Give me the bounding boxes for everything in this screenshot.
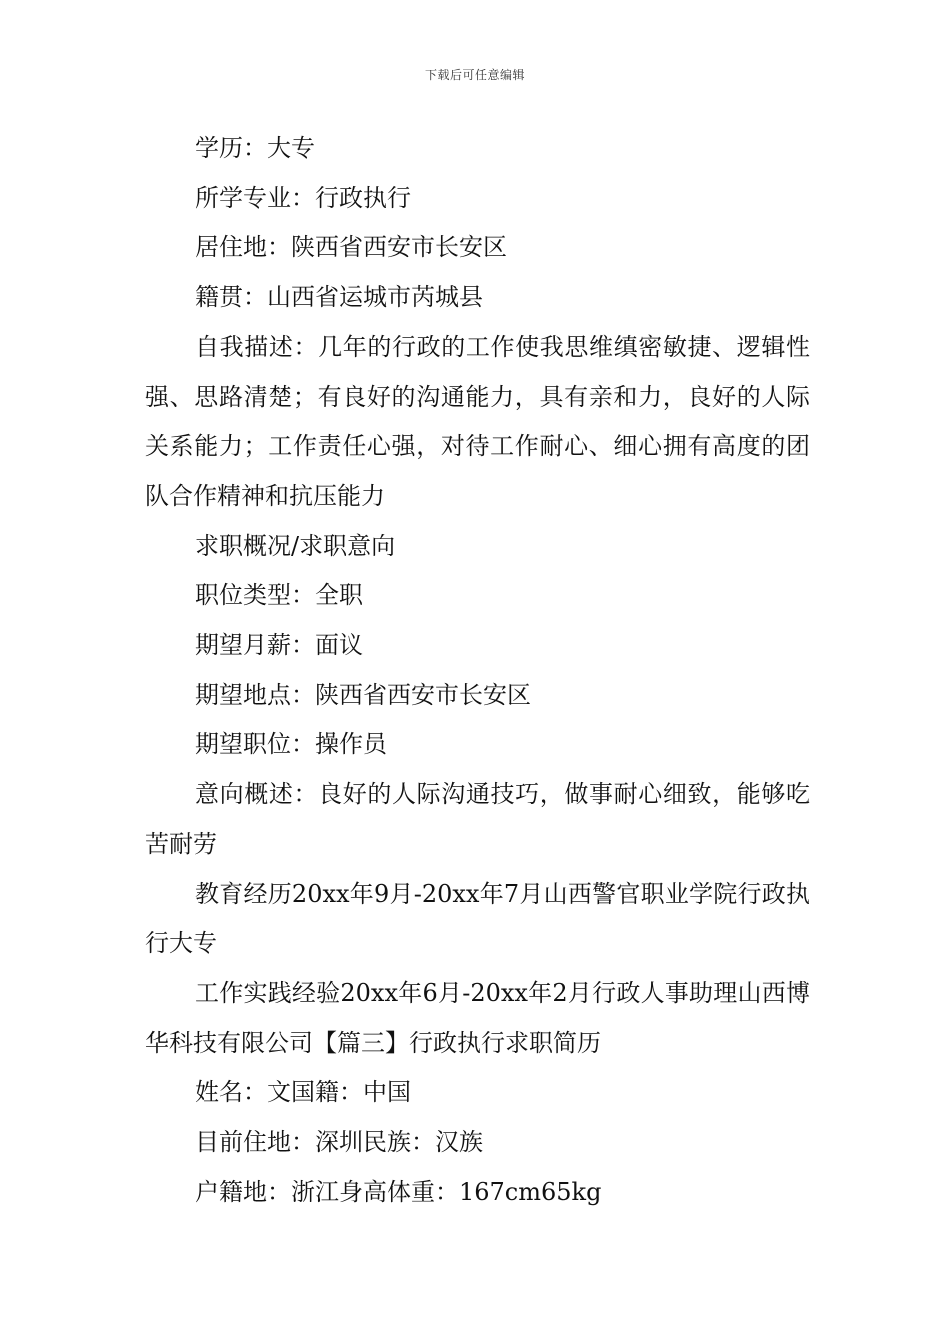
- paragraph-household-height-weight: 户籍地：浙江身高体重：167cm65kg: [195, 1177, 602, 1206]
- paragraph-name-nationality: 姓名：文国籍：中国: [195, 1078, 411, 1107]
- paragraph-current-residence-ethnicity: 目前住地：深圳民族：汉族: [195, 1128, 483, 1157]
- paragraph-self-description: 自我描述：几年的行政的工作使我思维缜密敏捷、逻辑性强、思路清楚；有良好的沟通能力，具有亲和力，良好的人际关系能力；工作责任心强，对待工作耐心、细心拥有高度的团队合作精神和抗压能力: [145, 332, 810, 510]
- paragraph-education-history: 教育经历20xx年9月-20xx年7月山西警官职业学院行政执行大专: [145, 879, 810, 958]
- paragraph-expected-location: 期望地点：陕西省西安市长安区: [195, 680, 531, 709]
- paragraph-work-experience: 工作实践经验20xx年6月-20xx年2月行政人事助理山西博华科技有限公司【篇三】行政执行求职简历: [145, 978, 810, 1057]
- page-header: 下载后可任意编辑: [424, 68, 525, 82]
- paragraph-hometown: 籍贯：山西省运城市芮城县: [195, 283, 483, 312]
- paragraph-expected-position: 期望职位：操作员: [195, 730, 387, 759]
- document-body: [145, 124, 810, 1217]
- paragraph-intention-summary: 意向概述：良好的人际沟通技巧，做事耐心细致，能够吃苦耐劳: [145, 780, 810, 858]
- paragraph-education: 学历：大专: [195, 134, 315, 162]
- paragraph-expected-salary: 期望月薪：面议: [195, 631, 363, 660]
- paragraph-job-intention-heading: 求职概况/求职意向: [195, 531, 396, 560]
- paragraph-residence: 居住地：陕西省西安市长安区: [195, 233, 507, 262]
- paragraph-job-type: 职位类型：全职: [195, 581, 363, 610]
- paragraph-major: 所学专业：行政执行: [195, 183, 411, 212]
